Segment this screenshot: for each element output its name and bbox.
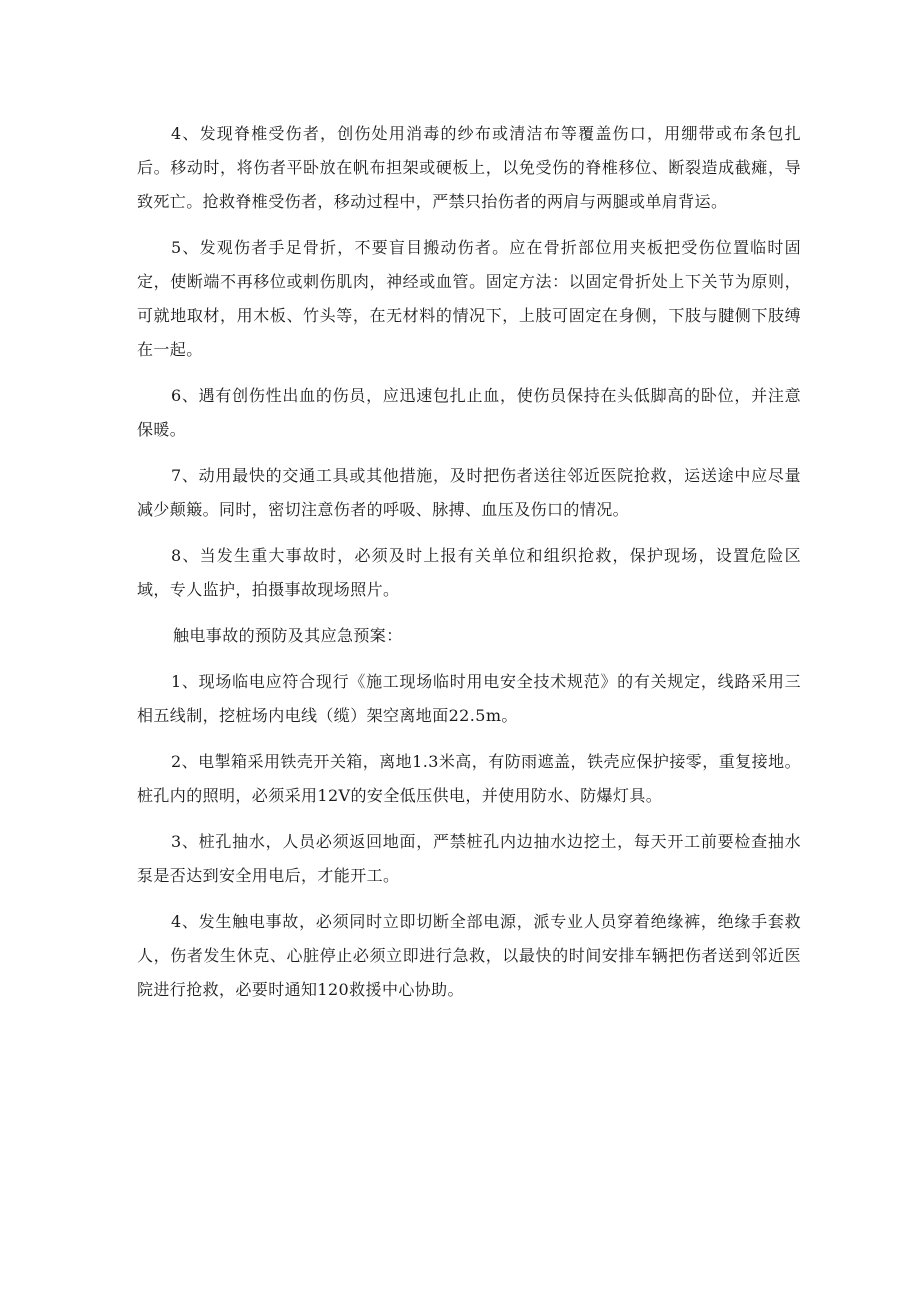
document-body: [137, 117, 801, 1019]
paragraph-limb-fracture: 5、发观伤者手足骨折，不要盲目搬动伤者。应在骨折部位用夹板把受伤位置临时固定，使断端不再移位或刺伤肌肉，神经或血管。固定方法：以固定骨折处上下关节为原则，可就地取材，用木板、竹头等，在无材料的情况下，上肢可固定在身侧，下肢与腱侧下肢缚在一起。: [137, 238, 801, 359]
paragraph-temporary-power: 1、现场临电应符合现行《施工现场临时用电安全技术规范》的有关规定，线路采用三相五线制，挖桩场内电线（缆）架空离地面22.5m。: [137, 672, 801, 725]
section-heading-electric-shock: 触电事故的预防及其应急预案：: [173, 626, 403, 645]
paragraph-bleeding: 6、遇有创伤性出血的伤员，应迅速包扎止血，使伤员保持在头低脚高的卧位，并注意保暖。: [137, 386, 801, 439]
paragraph-transport: 7、动用最快的交通工具或其他措施，及时把伤者送往邻近医院抢救，运送途中应尽量减少颠簸。同时，密切注意伤者的呼吸、脉搏、血压及伤口的情况。: [137, 466, 801, 519]
paragraph-major-accident: 8、当发生重大事故时，必须及时上报有关单位和组织抢救，保护现场，设置危险区域，专人监护，拍摄事故现场照片。: [137, 546, 801, 599]
paragraph-shock-response: 4、发生触电事故，必须同时立即切断全部电源，派专业人员穿着绝缘裤，绝缘手套救人，伤者发生休克、心脏停止必须立即进行急救，以最快的时间安排车辆把伤者送到邻近医院进行抢救，必要时通知120救援中心协助。: [137, 912, 801, 999]
paragraph-switch-box: 2、电掣箱采用铁壳开关箱，离地1.3米高，有防雨遮盖，铁壳应保护接零，重复接地。桩孔内的照明，必须采用12V的安全低压供电，并使用防水、防爆灯具。: [137, 752, 801, 805]
paragraph-spine-injury: 4、发现脊椎受伤者，创伤处用消毒的纱布或清洁布等覆盖伤口，用绷带或布条包扎后。移动时，将伤者平卧放在帆布担架或硬板上，以免受伤的脊椎移位、断裂造成截瘫，导致死亡。抢救脊椎受伤者，移动过程中，严禁只抬伤者的两肩与两腿或单肩背运。: [137, 124, 801, 211]
paragraph-pumping: 3、桩孔抽水，人员必须返回地面，严禁桩孔内边抽水边挖土，每天开工前要检查抽水泵是否达到安全用电后，才能开工。: [137, 832, 801, 885]
